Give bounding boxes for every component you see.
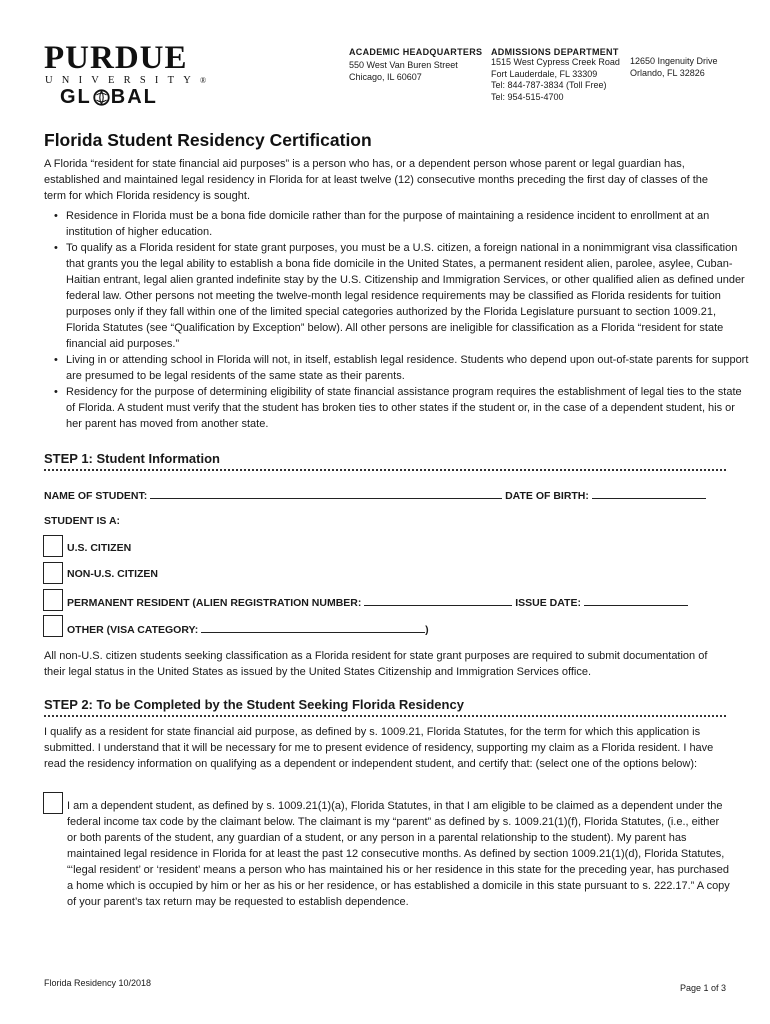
intro-paragraph: A Florida “resident for state financial aid purposes” is a person who has, or a dependent person whose parent or legal guardian has, established and maintained legal residency in Florida for at least twelve (12) consecutive months preceding the first day of classes of the term for which Florida residency is sought.: [44, 158, 709, 202]
other-visa-label: OTHER (VISA CATEGORY:: [67, 624, 199, 636]
bullet-item: • To qualify as a Florida resident for state grant purposes, you must be a U.S. citizen, a foreign national in a nonimmigrant visa classification that grants you the legal ability to establish a bona fide domicile in the United States, a permanent resident alien, parolee, asylee, Cuban-Haitian entrant, legal alien granted indefinite stay by the U.S. Citizenship and Immigration Services, or other qualified alien as defined under federal law. Other persons not meeting the twelve-month legal residence requirements may be classified as Florida residents for tuition purposes only if they fall within one of the limited special categories authorized by the Florida Legislature pursuant to section 1009.21, Florida Statutes (see “Qualification by Exception” below). All other persons are ineligible for classification as a Florida “resident for state financial aid purposes.”: [66, 240, 752, 352]
alien-registration-field[interactable]: [364, 595, 512, 606]
step2-intro: I qualify as a resident for state financial aid purpose, as defined by s. 1009.21, Florida Statutes, for the term for which this application is submitted. I understand that it will be necessary for me to present evidence of residency, supporting my claim as a Florida resident. I have read the residency information on qualifying as a dependent or independent student, and certify that: (select one of the options below):: [44, 726, 714, 770]
residency-bullet-list: [44, 208, 752, 432]
student-name-row: [44, 488, 706, 502]
step1-heading: STEP 1: Student Information: [44, 451, 220, 466]
admissions-title: ADMISSIONS DEPARTMENT: [491, 47, 619, 57]
non-us-note: All non-U.S. citizen students seeking classification as a Florida resident for state grant purposes are required to submit documentation of their legal status in the United States as issued by the United States Citizenship and Immigration Services office.: [44, 650, 708, 678]
other-visa-close: ): [425, 624, 429, 636]
orlando-city: Orlando, FL 32826: [630, 67, 705, 78]
admissions-tel: Tel: 954-515-4700: [491, 91, 564, 102]
dependent-student-option: I am a dependent student, as defined by s. 1009.21(1)(a), Florida Statutes, in that I am eligible to be claimed as a dependent under the federal income tax code by the claimant below. The claimant is my “parent” as defined by s. 1009.21(1)(f), Florida Statutes, (i.e., either or both parents of the student, any guardian of a student, or any person in a parental relationship to the student). My parent has maintained legal residence in Florida for at least the past 12 consecutive months. As defined by section 1009.21(1)(d), Florida Statutes, “‘legal resident’ or ‘resident’ means a person who has maintained his or her residence in this state for the preceding year, has purchased a home which is occupied by him or her as his or her residence, or has established a domicile in this state pursuant to s. 222.17.” A copy of your parent’s tax return may be requested to establish dependence.: [67, 800, 730, 908]
footer-page-number: Page 1 of 3: [680, 983, 727, 993]
step2-divider: [44, 715, 726, 717]
student-name-field[interactable]: [150, 488, 502, 499]
academic-hq-block: [349, 47, 482, 83]
us-citizen-checkbox[interactable]: [43, 535, 63, 557]
admissions-block: [491, 47, 620, 103]
issue-date-label: ISSUE DATE:: [515, 597, 581, 609]
admissions-street: 1515 West Cypress Creek Road: [491, 57, 620, 67]
academic-hq-title: ACADEMIC HEADQUARTERS: [349, 47, 483, 57]
permanent-resident-row: [67, 595, 688, 609]
university-wordmark: [45, 75, 206, 86]
step1-divider: [44, 469, 726, 471]
permanent-resident-label: PERMANENT RESIDENT (ALIEN REGISTRATION NUMBER:: [67, 597, 362, 609]
other-visa-checkbox[interactable]: [43, 615, 63, 637]
admissions-tel-tollfree: Tel: 844-787-3834 (Toll Free): [491, 80, 607, 90]
student-name-label: NAME OF STUDENT:: [44, 490, 148, 502]
dependent-student-checkbox[interactable]: [43, 792, 63, 814]
orlando-block: [630, 56, 718, 79]
bullet-item: • Living in or attending school in Florida will not, in itself, establish legal residence. Students who depend upon out-of-state parents for support are presumed to be legal residents of the same state as their parents.: [66, 352, 752, 384]
global-wordmark: [60, 86, 158, 109]
global-suffix: BAL: [110, 86, 158, 108]
orlando-street: 12650 Ingenuity Drive: [630, 56, 718, 66]
globe-icon: [93, 89, 110, 106]
permanent-resident-checkbox[interactable]: [43, 589, 63, 611]
page-title: Florida Student Residency Certification: [44, 130, 372, 150]
step2-heading: STEP 2: To be Completed by the Student Seeking Florida Residency: [44, 697, 464, 712]
other-visa-row: [67, 622, 429, 636]
footer-form-id: Florida Residency 10/2018: [44, 978, 152, 988]
dob-field[interactable]: [592, 488, 706, 499]
bullet-item: • Residency for the purpose of determining eligibility of state financial assistance program requires the establishment of legal ties to the state of Florida. A student must verify that the student has broken ties to other states if the student or, in the case of a dependent student, his or her parent has moved from another state.: [66, 384, 752, 432]
bullet-item: • Residence in Florida must be a bona fide domicile rather than for the purpose of maintaining a residence incident to enrollment at an institution of higher education.: [66, 208, 752, 240]
dob-label: DATE OF BIRTH:: [505, 490, 589, 502]
non-us-citizen-label: NON-U.S. CITIZEN: [67, 568, 158, 580]
university-text: UNIVERSITY: [45, 75, 200, 86]
purdue-logo-wordmark: PURDUE: [44, 40, 188, 76]
issue-date-field[interactable]: [584, 595, 688, 606]
global-prefix: GL: [60, 86, 92, 108]
non-us-citizen-checkbox[interactable]: [43, 562, 63, 584]
academic-hq-city: Chicago, IL 60607: [349, 71, 422, 82]
us-citizen-label: U.S. CITIZEN: [67, 542, 132, 554]
student-is-label: STUDENT IS A:: [44, 515, 121, 527]
academic-hq-street: 550 West Van Buren Street: [349, 60, 458, 70]
registered-mark: ®: [200, 76, 207, 85]
visa-category-field[interactable]: [201, 622, 425, 633]
admissions-city: Fort Lauderdale, FL 33309: [491, 68, 598, 79]
